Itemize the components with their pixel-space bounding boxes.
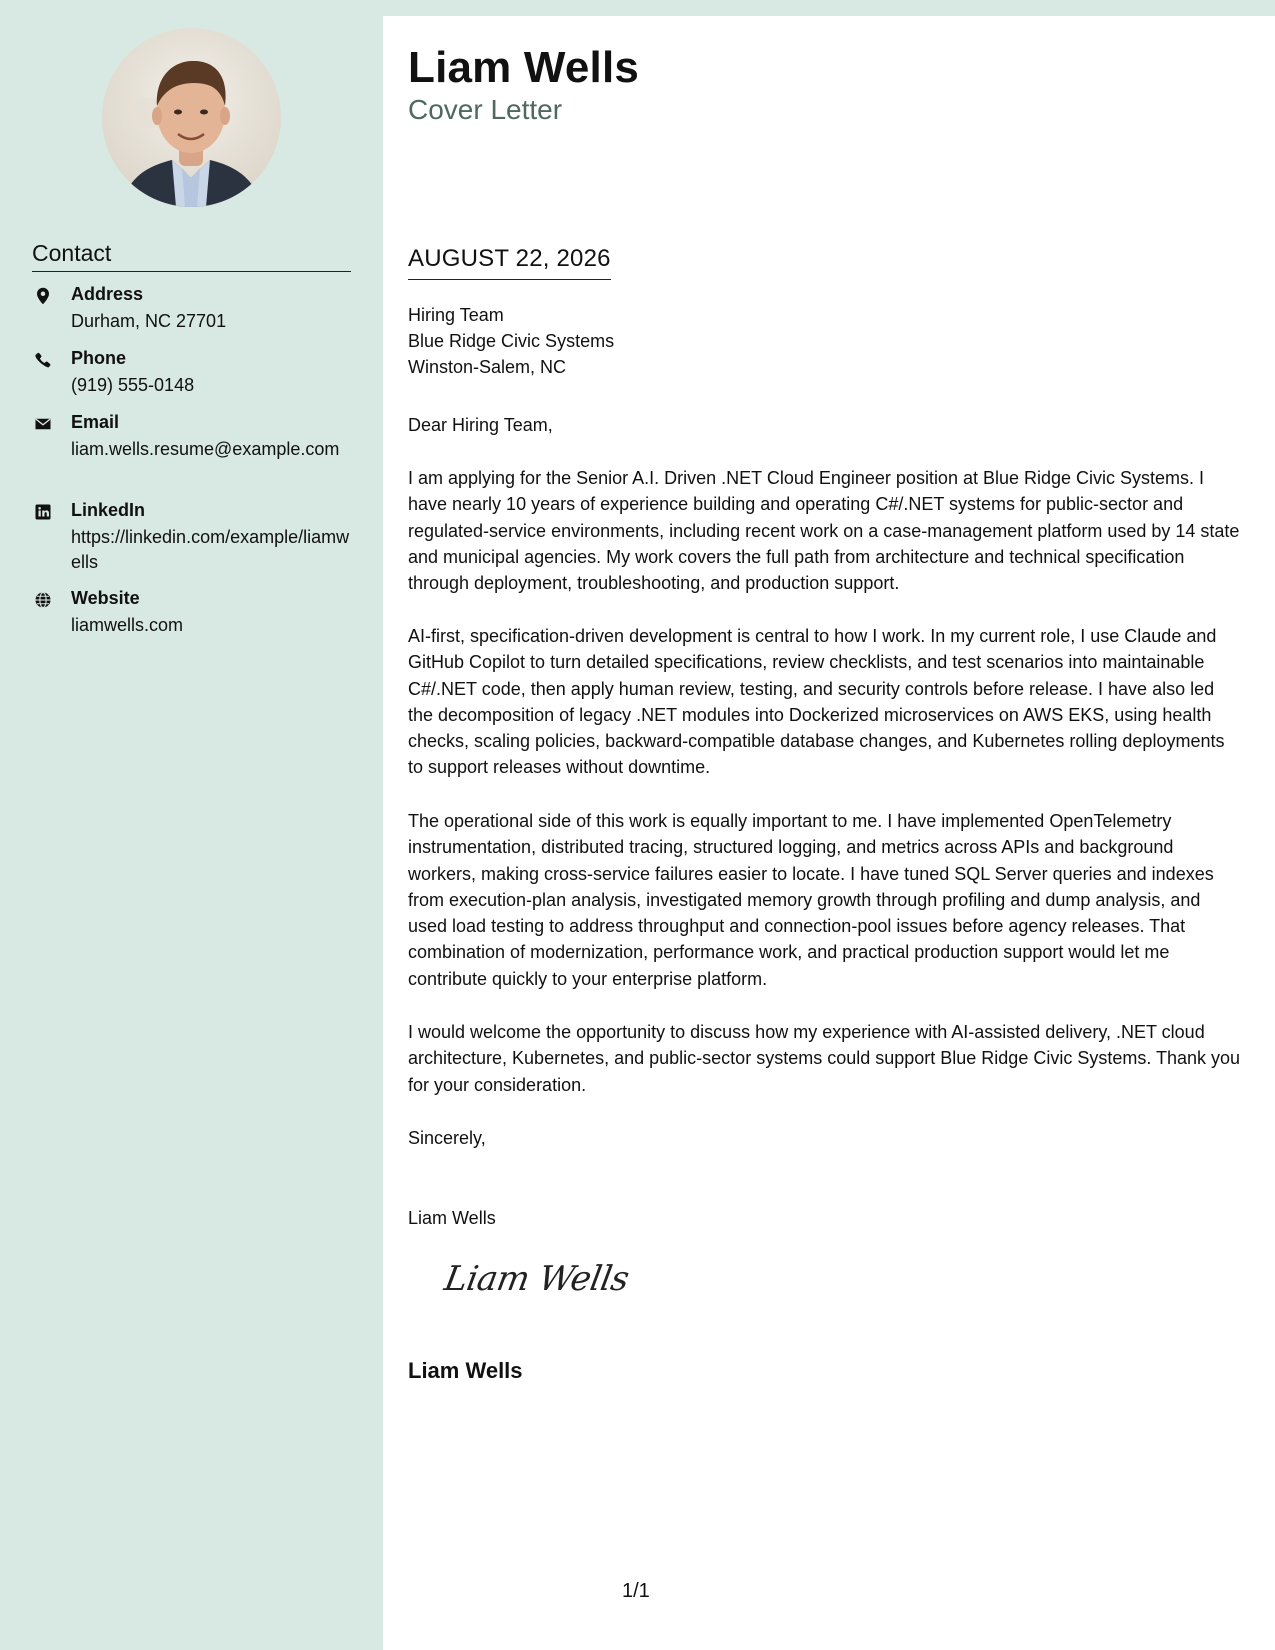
- map-pin-icon: [34, 287, 52, 305]
- linkedin-icon: [34, 503, 52, 521]
- recipient-line: Hiring Team: [408, 305, 504, 325]
- paragraph-closing: I would welcome the opportunity to discuss how my experience with AI-assisted delivery, .NET cloud architecture, Kubernetes, and public-sector systems could support Blue Ridge Civic Systems. Thank you for your consideration.: [408, 1022, 1241, 1095]
- page-number: 1/1: [622, 1580, 650, 1602]
- signature-name: Liam Wells: [408, 1358, 523, 1383]
- address-label: Address: [71, 284, 144, 304]
- email-value: liam.wells.resume@example.com: [71, 439, 340, 459]
- address-value: Durham, NC 27701: [71, 311, 227, 331]
- linkedin-value: https://linkedin.com/example/liamwells: [71, 527, 350, 572]
- letter-date: AUGUST 22, 2026: [408, 245, 611, 280]
- globe-icon: [34, 591, 52, 609]
- contact-heading: Contact: [32, 240, 351, 272]
- phone-icon: [34, 351, 52, 369]
- handwritten-signature: Liam Wells: [441, 1259, 632, 1299]
- closing: Sincerely,: [408, 1128, 486, 1148]
- paragraph-operations: The operational side of this work is equally important to me. I have implemented OpenTelemetry instrumentation, distributed tracing, structured logging, and metrics across APIs and background workers, making cross-service failures easier to locate. I have tuned SQL Server queries and indexes from execution-plan analysis, investigated memory growth through profiling and dump analysis, and used load testing to address throughput and connection-pool issues before agency releases. That combination of modernization, performance work, and practical production support would let me contribute quickly to your enterprise platform.: [408, 811, 1214, 989]
- applicant-name: Liam Wells: [408, 43, 640, 92]
- recipient-line: Blue Ridge Civic Systems: [408, 331, 615, 351]
- paragraph-intro: I am applying for the Senior A.I. Driven .NET Cloud Engineer position at Blue Ridge Civic Systems. I have nearly 10 years of experience building and operating C#/.NET systems for public-sector and regulated-service environments, including recent work on a case-management platform used by 14 state and municipal agencies. My work covers the full path from architecture and technical specification through deployment, troubleshooting, and production support.: [408, 468, 1240, 594]
- paragraph-ai-first: AI-first, specification-driven development is central to how I work. In my current role, I use Claude and GitHub Copilot to turn detailed specifications, review checklists, and test scenarios into maintainable C#/.NET code, then apply human review, testing, and security controls before release. I have also led the decomposition of legacy .NET modules into Dockerized microservices on AWS EKS, using health checks, scaling policies, backward-compatible database changes, and Kubernetes rolling deployments to support releases without downtime.: [408, 626, 1225, 778]
- document-subtitle: Cover Letter: [408, 94, 563, 125]
- salutation: Dear Hiring Team,: [408, 415, 553, 435]
- recipient-line: Winston-Salem, NC: [408, 357, 567, 377]
- linkedin-label: LinkedIn: [71, 500, 146, 520]
- envelope-icon: [34, 415, 52, 433]
- letter-body: [383, 16, 1275, 1650]
- website-value: liamwells.com: [71, 615, 184, 635]
- avatar: [102, 28, 281, 207]
- recipient-block: [408, 302, 614, 380]
- website-label: Website: [71, 588, 140, 608]
- email-label: Email: [71, 412, 120, 432]
- sidebar: [0, 0, 383, 1650]
- phone-value: (919) 555-0148: [71, 375, 195, 395]
- typed-name: Liam Wells: [408, 1208, 496, 1228]
- phone-label: Phone: [71, 348, 127, 368]
